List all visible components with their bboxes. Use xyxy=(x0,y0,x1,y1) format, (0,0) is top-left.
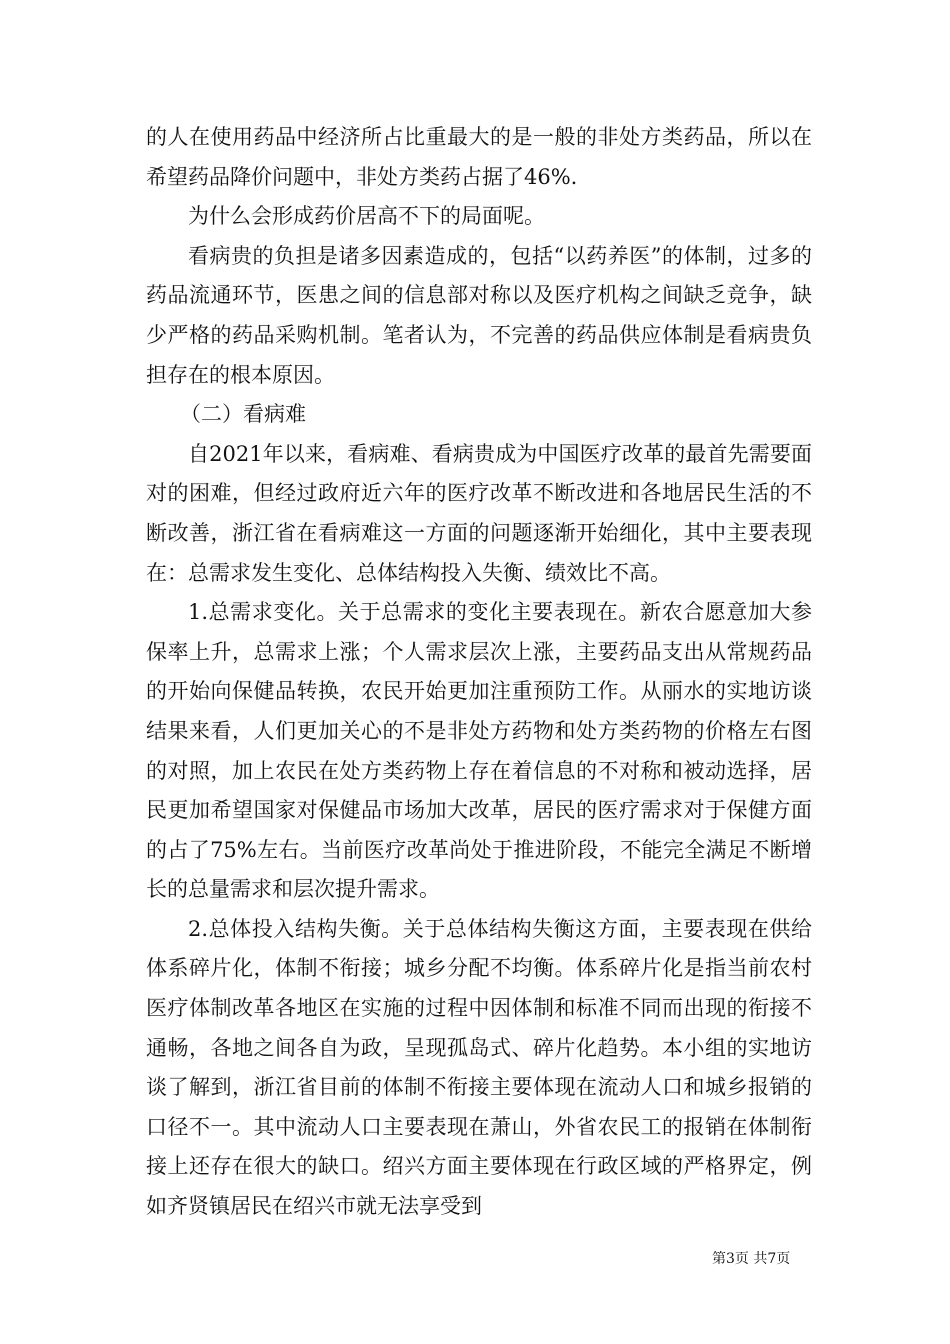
document-body xyxy=(146,118,812,1227)
paragraph-cost-burden: 看病贵的负担是诸多因素造成的，包括“以药养医”的体制，过多的药品流通环节，医患之间的信息部对称以及医疗机构之间缺乏竞争，缺少严格的药品采购机制。笔者认为，不完善的药品供应体制是看病贵负担存在的根本原因。 xyxy=(146,243,812,387)
paragraph-since-2021: 自2021年以来，看病难、看病贵成为中国医疗改革的最首先需要面对的困难，但经过政府近六年的医疗改革不断改进和各地居民生活的不断改善，浙江省在看病难这一方面的问题逐渐开始细化，其中主要表现在：总需求发生变化、总体结构投入失衡、绩效比不高。 xyxy=(146,441,812,585)
paragraph-question: 为什么会形成药价居高不下的局面呢。 xyxy=(188,204,545,229)
page-number-footer: 第3页 共7页 xyxy=(712,1251,791,1267)
paragraph-continuation: 的人在使用药品中经济所占比重最大的是一般的非处方类药品，所以在希望药品降价问题中，非处方类药占据了46%. xyxy=(146,125,812,189)
paragraph-total-demand: 1.总需求变化。关于总需求的变化主要表现在。新农合愿意加大参保率上升，总需求上涨；个人需求层次上涨，主要药品支出从常规药品的开始向保健品转换，农民开始更加注重预防工作。从丽水的实地访谈结果来看，人们更加关心的不是非处方药物和处方类药物的价格左右图的对照，加上农民在处方类药物上存在着信息的不对称和被动选择，居民更加希望国家对保健品市场加大改革，居民的医疗需求对于保健方面的占了75%左右。当前医疗改革尚处于推进阶段，不能完全满足不断增长的总量需求和层次提升需求。 xyxy=(146,600,812,902)
section-heading-difficulty: （二）看病难 xyxy=(180,402,306,427)
paragraph-structure-imbalance: 2.总体投入结构失衡。关于总体结构失衡这方面，主要表现在供给体系碎片化，体制不衔接；城乡分配不均衡。体系碎片化是指当前农村医疗体制改革各地区在实施的过程中因体制和标准不同而出现的衔接不通畅，各地之间各自为政，呈现孤岛式、碎片化趋势。本小组的实地访谈了解到，浙江省目前的体制不衔接主要体现在流动人口和城乡报销的口径不一。其中流动人口主要表现在萧山，外省农民工的报销在体制衔接上还存在很大的缺口。绍兴方面主要体现在行政区域的严格界定，例如齐贤镇居民在绍兴市就无法享受到 xyxy=(146,916,812,1219)
